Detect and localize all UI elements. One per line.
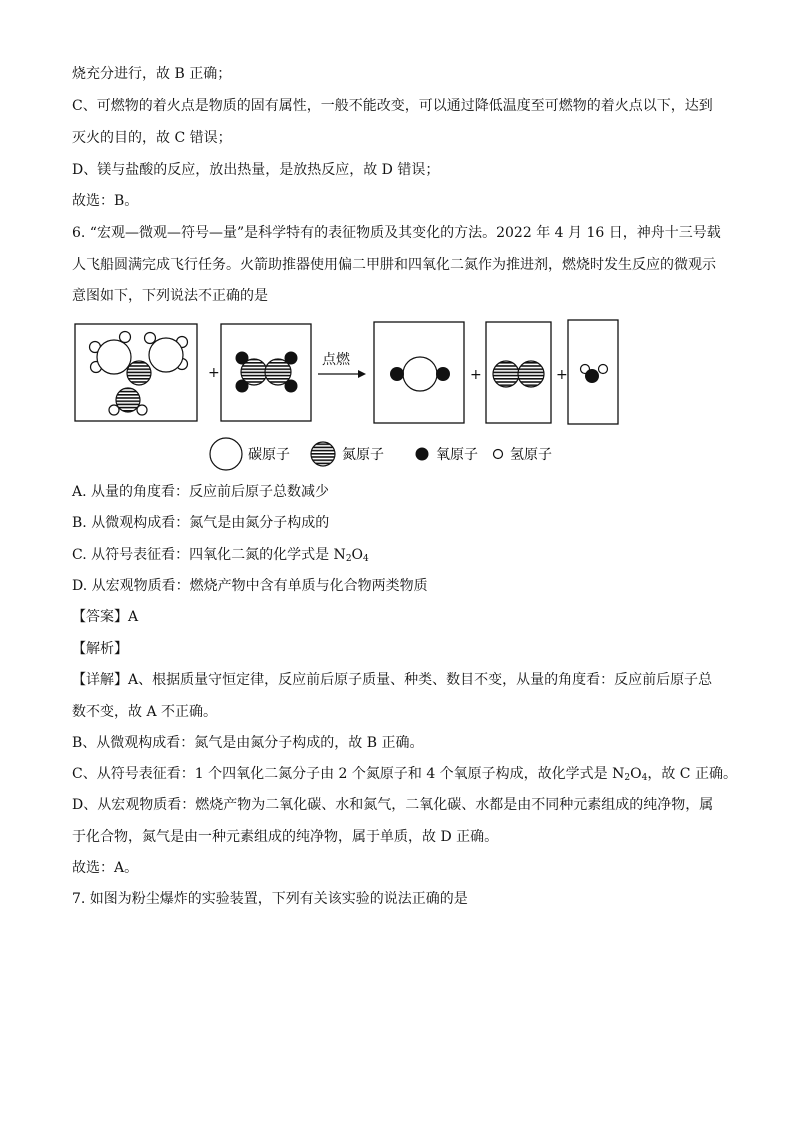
option-b: B. 从微观构成看：氮气是由氮分子构成的 (72, 515, 330, 531)
text-line-1: 烧充分进行，故 B 正确； (72, 66, 232, 82)
carbon-legend-icon (210, 438, 242, 470)
answer-label: 【答案】 (72, 609, 128, 625)
question-6-line-3: 意图如下，下列说法不正确的是 (72, 288, 268, 304)
detail-4-tail: ，故 C 正确。 (647, 766, 737, 782)
oxygen-atom (285, 352, 298, 365)
reaction-arrow (318, 351, 366, 378)
analysis-label: 【解析】 (72, 641, 128, 657)
hydrogen-legend-label: 氢原子 (510, 447, 552, 463)
text-line-5: 故选：B。 (72, 193, 139, 209)
product-box-3 (568, 320, 618, 424)
diagram-legend (200, 437, 600, 471)
nitrogen-atom (116, 388, 140, 412)
detail-line-3: B、从微观构成看：氮气是由氮分子构成的，故 B 正确。 (72, 735, 424, 751)
question-6-line-1: 6. “宏观—微观—符号—量”是科学特有的表征物质及其变化的方法。2022 年 4 月 16 日，神舟十三号载 (72, 225, 721, 241)
hydrogen-atom (599, 365, 608, 374)
question-6-line-2: 人飞船圆满完成飞行任务。火箭助推器使用偏二甲肼和四氧化二氮作为推进剂，燃烧时发生反应的微观示 (72, 257, 716, 273)
detail-label: 【详解】 (72, 672, 128, 688)
option-c-formula: O (351, 547, 364, 563)
text-line-4: D、镁与盐酸的反应，放出热量，是放热反应，故 D 错误； (72, 162, 440, 178)
condition-label: 点燃 (322, 352, 350, 368)
nitrogen-atom (518, 361, 544, 387)
nitrogen-legend-label: 氮原子 (342, 447, 384, 463)
question-7: 7. 如图为粉尘爆炸的实验装置，下列有关该实验的说法正确的是 (72, 891, 468, 907)
detail-line-5: D、从宏观物质看：燃烧产物为二氧化碳、水和氮气，二氧化碳、水都是由不同种元素组成的纯净物，属 (72, 797, 714, 813)
subscript: 2 (345, 554, 352, 564)
product-box-2 (486, 322, 551, 423)
product-box-1 (374, 322, 464, 423)
option-c (72, 545, 369, 569)
reactant-box-1 (75, 324, 197, 421)
nitrogen-atom (493, 361, 519, 387)
reaction-diagram (60, 314, 660, 434)
subscript: 2 (624, 773, 631, 783)
text-line-3: 灭火的目的，故 C 错误； (72, 130, 232, 146)
nitrogen-atom (127, 361, 151, 385)
oxygen-atom (436, 367, 450, 381)
answer-line (72, 607, 138, 627)
plus-sign: + (470, 367, 482, 383)
oxygen-legend-label: 氧原子 (436, 447, 478, 463)
hydrogen-legend-icon (494, 450, 503, 459)
carbon-legend-label: 碳原子 (248, 447, 290, 463)
answer-value: A (128, 609, 139, 625)
oxygen-atom (236, 380, 249, 393)
oxygen-atom (285, 380, 298, 393)
carbon-atom (97, 340, 131, 374)
reactant-box-2 (221, 324, 311, 421)
detail-text: A、根据质量守恒定律，反应前后原子质量、种类、数目不变，从量的角度看：反应前后原子总 (128, 672, 713, 688)
nitrogen-legend-icon (311, 442, 335, 466)
subscript: 4 (641, 773, 648, 783)
text-line-2: C、可燃物的着火点是物质的固有属性，一般不能改变，可以通过降低温度至可燃物的着火点以下，达到 (72, 98, 713, 114)
detail-line-7: 故选：A。 (72, 860, 139, 876)
detail-line-2: 数不变，故 A 不正确。 (72, 704, 218, 720)
oxygen-atom (236, 352, 249, 365)
detail-line-4 (72, 764, 737, 788)
option-c-text: C. 从符号表征看：四氧化二氮的化学式是 N (72, 547, 346, 563)
detail-4-formula: O (630, 766, 642, 782)
carbon-atom (403, 357, 437, 391)
subscript: 4 (363, 554, 369, 564)
plus-sign: + (208, 365, 220, 381)
option-d: D. 从宏观物质看：燃烧产物中含有单质与化合物两类物质 (72, 578, 428, 594)
detail-line-6: 于化合物，氮气是由一种元素组成的纯净物，属于单质，故 D 正确。 (72, 829, 499, 845)
oxygen-atom (585, 369, 599, 383)
detail-4-text: C、从符号表征看：1 个四氧化二氮分子由 2 个氮原子和 4 个氧原子构成，故化学式是 N (72, 766, 625, 782)
hydrogen-atom (120, 332, 131, 343)
carbon-atom (149, 338, 183, 372)
detail-line-1 (72, 670, 712, 690)
oxygen-legend-icon (416, 448, 429, 461)
option-a: A. 从量的角度看：反应前后原子总数减少 (72, 484, 330, 500)
oxygen-atom (390, 367, 404, 381)
hydrogen-atom (145, 333, 156, 344)
plus-sign: + (556, 367, 568, 383)
